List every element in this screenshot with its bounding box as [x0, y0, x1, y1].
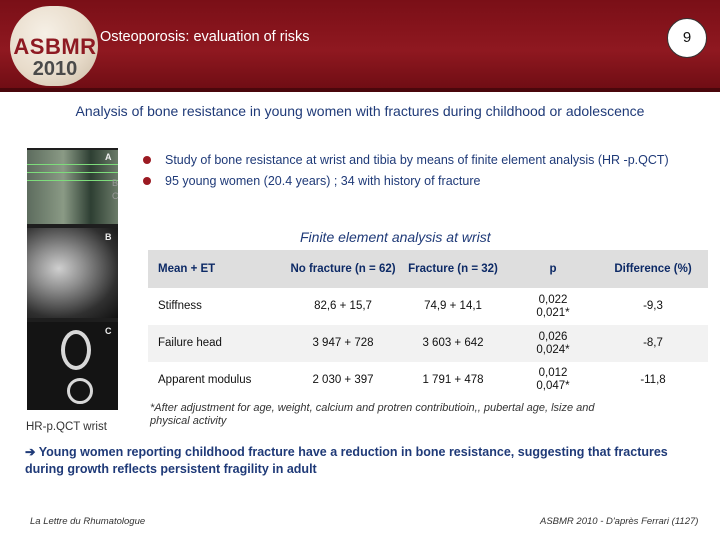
table-cell-difference: -11,8 — [640, 373, 666, 386]
table-header-no-fracture: No fracture (n = 62) — [288, 250, 398, 288]
p-value: 0,026 — [538, 330, 568, 343]
table-header-mean-et: Mean + ET — [148, 250, 288, 288]
panel-letter-b: B — [105, 232, 112, 242]
table-cell-fracture: 1 791 + 478 — [422, 373, 484, 386]
xray-panel-c — [27, 322, 118, 410]
bullet-dot-icon — [143, 156, 151, 164]
conclusion-text: Young women reporting childhood fracture have a reduction in bone resistance, suggesting that fractures during growth reflects persistent fragility in adult — [25, 445, 668, 476]
image-caption: HR-p.QCT wrist — [26, 421, 107, 433]
bone-cross-section — [67, 378, 93, 404]
panel-letter-c: C — [105, 326, 112, 336]
hr-pqct-image — [27, 148, 118, 410]
results-table — [148, 250, 720, 398]
table-cell-p — [508, 325, 598, 362]
slide-subtitle: Analysis of bone resistance in young women with fractures during childhood or adolescence — [75, 103, 645, 119]
bullet-list — [140, 152, 700, 194]
table-cell-label: Apparent modulus — [158, 373, 252, 386]
page-number-badge: 9 — [667, 18, 707, 58]
table-cell-p — [508, 288, 598, 325]
scan-line — [27, 164, 118, 165]
bullet-dot-icon — [143, 177, 151, 185]
table-cell-no-fracture: 2 030 + 397 — [312, 373, 374, 386]
table-cell-fracture: 74,9 + 14,1 — [424, 300, 482, 312]
table-cell-no-fracture: 82,6 + 15,7 — [314, 300, 372, 312]
bullet-text: 95 young women (20.4 years) ; 34 with history of fracture — [165, 174, 481, 188]
p-value-adjusted: 0,021* — [536, 306, 570, 319]
xray-panel-b — [27, 228, 118, 318]
header-bar — [0, 0, 720, 92]
logo-text: ASBMR — [13, 34, 97, 59]
table-header-p: p — [508, 250, 598, 288]
p-value: 0,012 — [538, 367, 568, 379]
header-rule — [0, 88, 720, 92]
p-value-adjusted: 0,047* — [536, 380, 570, 392]
scan-line — [27, 180, 118, 181]
table-cell-label: Failure head — [148, 325, 288, 362]
table-cell-p — [508, 362, 598, 398]
table-header-difference: Difference (%) — [598, 250, 708, 288]
table-footnote: *After adjustment for age, weight, calcium and protren contributioin,, pubertal age, lsize and physical activity — [150, 402, 595, 427]
table-cell-label: Stiffness — [158, 300, 202, 312]
section-title: Finite element analysis at wrist — [300, 229, 491, 245]
scan-line — [27, 172, 118, 173]
logo-year: 2010 — [32, 58, 78, 80]
table-cell-difference: -9,3 — [643, 300, 663, 312]
bullet-item — [140, 152, 700, 168]
side-letter-c: C — [112, 191, 119, 201]
conclusion — [25, 444, 705, 478]
side-letter-b: B — [112, 178, 119, 188]
p-value-adjusted: 0,024* — [536, 343, 570, 356]
panel-letter-a: A — [105, 152, 112, 162]
bullet-text: Study of bone resistance at wrist and tibia by means of finite element analysis (HR -p.QCT) — [165, 153, 669, 167]
footer-source: La Lettre du Rhumatologue — [30, 516, 146, 527]
slide-title: Osteoporosis: evaluation of risks — [100, 29, 310, 45]
xray-panel-a — [27, 150, 118, 224]
bullet-item — [140, 173, 700, 189]
footer-citation: ASBMR 2010 - D'après Ferrari (1127) — [540, 516, 699, 527]
p-value: 0,022 — [538, 293, 568, 306]
table-cell-difference: -8,7 — [598, 325, 708, 362]
table-cell-no-fracture: 3 947 + 728 — [288, 325, 398, 362]
bone-cross-section — [61, 330, 91, 370]
table-header-fracture: Fracture (n = 32) — [398, 250, 508, 288]
table-cell-fracture: 3 603 + 642 — [398, 325, 508, 362]
arrow-right-icon: ➔ — [25, 445, 36, 459]
asbmr-logo — [6, 4, 104, 88]
